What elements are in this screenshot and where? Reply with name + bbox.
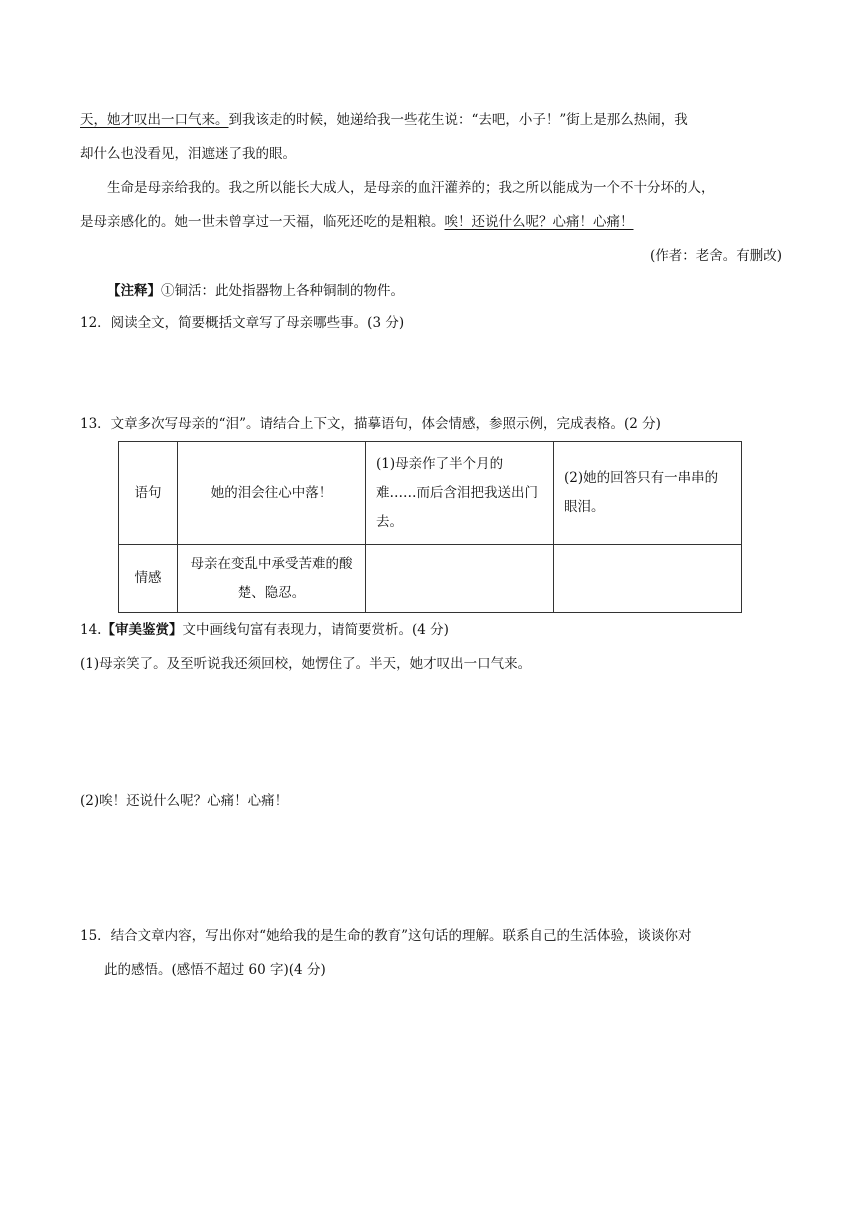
question-15-line-2: 此的感悟。(感悟不超过 60 字)(4 分)	[104, 962, 326, 978]
question-14-tag: 【审美鉴赏】	[101, 622, 183, 638]
passage-para2-text: 是母亲感化的。她一世未曾享过一天福，临死还吃的是粗粮。	[80, 214, 445, 230]
question-12: 12．阅读全文，简要概括文章写了母亲哪些事。(3 分)	[80, 315, 405, 331]
question-14-text: 文中画线句富有表现力，请简要赏析。(4 分)	[182, 622, 449, 638]
emotion-table	[118, 441, 742, 613]
passage-source: (作者：老舍。有删改)	[649, 248, 782, 264]
question-13: 13．文章多次写母亲的“泪”。请结合上下文，描摹语句，体会情感，参照示例，完成表格。(2 分)	[80, 416, 661, 432]
table-row-emotion	[119, 545, 742, 613]
question-14-sub-1: (1)母亲笑了。及至听说我还须回校，她愣住了。半天，她才叹出一口气来。	[80, 656, 532, 672]
annotation-text: ①铜活：此处指器物上各种铜制的物件。	[161, 283, 404, 299]
table-cell-label-sentence: 语句	[119, 442, 178, 545]
passage-line-2: 却什么也没看见，泪遮迷了我的眼。	[80, 146, 296, 162]
table-cell-answer-1[interactable]	[366, 545, 554, 613]
table-cell-example-sentence: 她的泪会往心中落！	[178, 442, 366, 545]
table-cell-sentence-2: (2)她的回答只有一串串的眼泪。	[554, 442, 742, 545]
question-14-sub-2: (2)唉！还说什么呢？心痛！心痛！	[80, 793, 289, 809]
table-cell-label-emotion: 情感	[119, 545, 178, 613]
passage-para2-line-2	[80, 214, 634, 232]
question-15-line-1: 15．结合文章内容，写出你对“她给我的是生命的教育”这句话的理解。联系自己的生活体验，谈谈你对	[80, 928, 692, 944]
underlined-sentence: 天，她才叹出一口气来。	[80, 112, 229, 128]
annotation	[107, 283, 404, 301]
passage-para2-line-1: 生命是母亲给我的。我之所以能长大成人，是母亲的血汗灌养的；我之所以能成为一个不十分坏的人，	[107, 180, 715, 196]
question-14-number: 14.	[80, 622, 102, 638]
table-cell-example-emotion: 母亲在变乱中承受苦难的酸楚、隐忍。	[178, 545, 366, 613]
table-row-sentence	[119, 442, 742, 545]
passage-line-1	[80, 112, 688, 130]
underlined-sentence-2: 唉！还说什么呢？心痛！心痛！	[444, 214, 634, 230]
annotation-label: 【注释】	[107, 283, 161, 299]
passage-line-1-text: 到我该走的时候，她递给我一些花生说：“去吧，小子！”街上是那么热闹，我	[228, 112, 688, 128]
question-14	[80, 622, 449, 640]
table-cell-sentence-1: (1)母亲作了半个月的难……而后含泪把我送出门去。	[366, 442, 554, 545]
table-cell-answer-2[interactable]	[554, 545, 742, 613]
